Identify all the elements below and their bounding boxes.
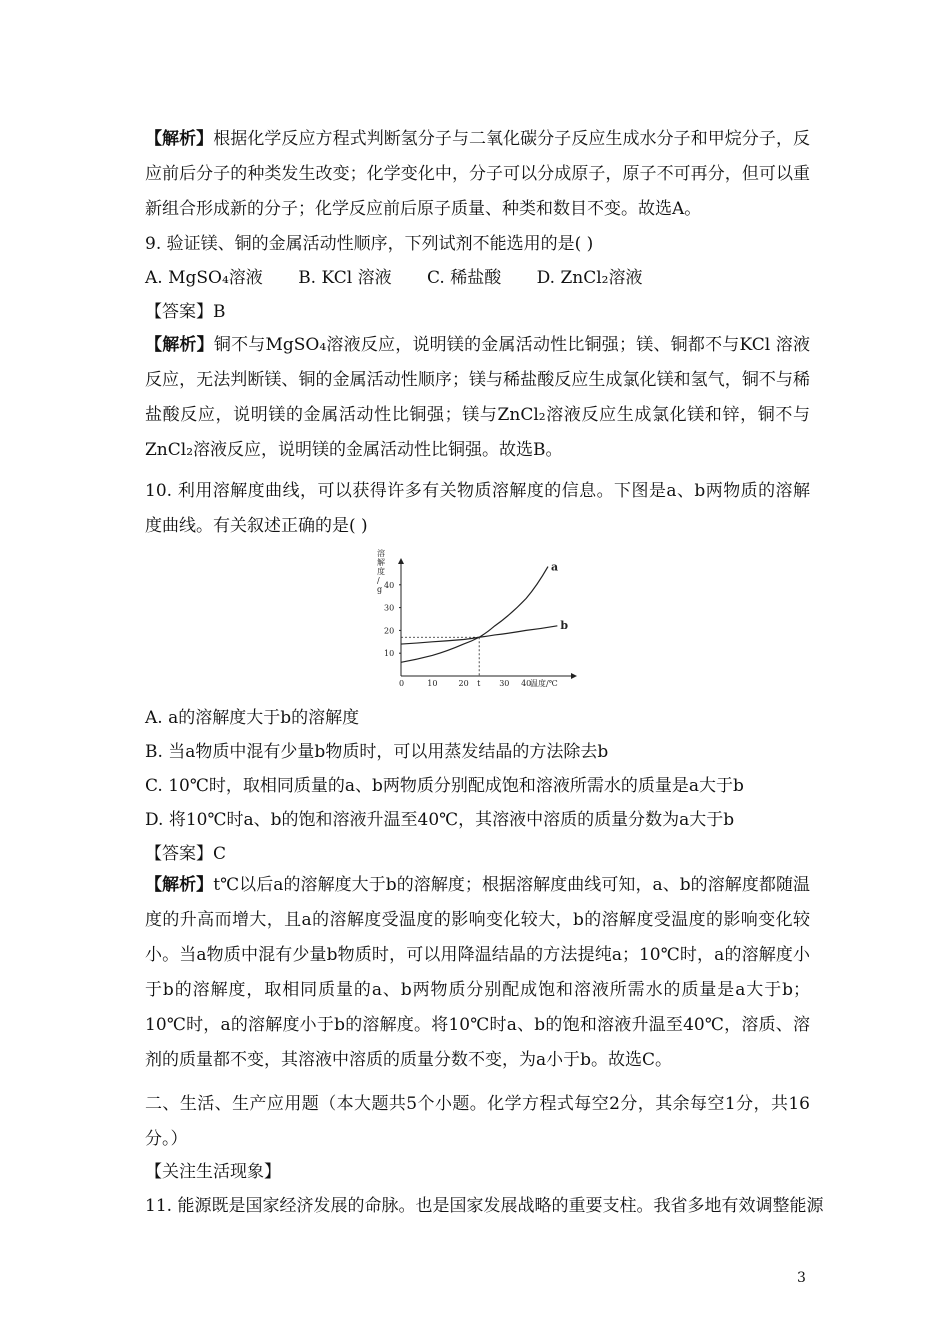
q9-option-c: C. 稀盐酸 xyxy=(427,268,502,288)
x-tick-label: 10 xyxy=(427,679,438,688)
q8-analysis xyxy=(145,122,810,227)
x-tick-label: 40 xyxy=(521,679,532,688)
q10-option-b: B. 当a物质中混有少量b物质时，可以用蒸发结晶的方法除去b xyxy=(145,742,609,762)
x-axis-label: 温度/℃ xyxy=(530,679,558,688)
q9-option-b: B. KCl 溶液 xyxy=(298,268,392,288)
q9-options xyxy=(145,266,672,290)
analysis-label: 【解析】 xyxy=(145,129,214,149)
analysis-label: 【解析】 xyxy=(145,875,214,895)
x-axis-arrow xyxy=(571,673,577,679)
analysis-text: t℃以后a的溶解度大于b的溶解度；根据溶解度曲线可知，a、b的溶解度都随温度的升高而增大，且a的溶解度受温度的影响变化较大，b的溶解度受温度的影响变化较小。当a物质中混有少量b物质时，可以用降温结晶的方法提纯a；10℃时，a的溶解度小于b的溶解度，取相同质量的a、b两物质分别配成饱和溶液所需水的质量是a大于b；10℃时，a的溶解度小于b的溶解度。将10℃时a、b的饱和溶液升温至40℃，溶质、溶剂的质量都不变，其溶液中溶质的质量分数不变，为a小于b。故选C。 xyxy=(145,875,810,1070)
solubility-chart xyxy=(370,548,580,693)
analysis-label: 【解析】 xyxy=(145,335,214,355)
q10-analysis xyxy=(145,868,810,1078)
curve-a xyxy=(401,567,548,663)
y-tick-label: 30 xyxy=(384,603,395,613)
x-tick-label: t xyxy=(477,679,481,688)
q9-option-d: D. ZnCl₂溶液 xyxy=(536,268,643,288)
series-label-b: b xyxy=(560,618,569,632)
y-tick-label: 10 xyxy=(384,649,395,659)
x-tick-label: 30 xyxy=(499,679,510,688)
q10-stem: 10. 利用溶解度曲线，可以获得许多有关物质溶解度的信息。下图是a、b两物质的溶解度曲线。有关叙述正确的是( ) xyxy=(145,481,810,536)
x-tick-label: 20 xyxy=(458,679,469,688)
y-axis-arrow xyxy=(398,558,404,564)
q10-option-d: D. 将10℃时a、b的饱和溶液升温至40℃，其溶液中溶质的质量分数为a大于b xyxy=(145,810,735,830)
y-axis-label: 溶解度/ g xyxy=(377,549,385,594)
series-label-a: a xyxy=(550,560,559,574)
page-number: 3 xyxy=(797,1270,806,1286)
q9-option-a: A. MgSO₄溶液 xyxy=(145,268,263,288)
q10-option-c: C. 10℃时，取相同质量的a、b两物质分别配成饱和溶液所需水的质量是a大于b xyxy=(145,776,744,796)
y-tick-label: 20 xyxy=(384,626,395,636)
section2-heading: 二、生活、生产应用题（本大题共5个小题。化学方程式每空2分，其余每空1分，共16分。） xyxy=(145,1094,810,1149)
q10-option-a: A. a的溶解度大于b的溶解度 xyxy=(145,708,360,728)
q10-answer: 【答案】C xyxy=(145,844,227,864)
y-tick-label: 40 xyxy=(384,580,395,590)
section2-subheading: 【关注生活现象】 xyxy=(145,1162,281,1182)
q9-answer: 【答案】B xyxy=(145,302,226,322)
x-tick-label: 0 xyxy=(399,679,405,688)
analysis-text: 铜不与MgSO₄溶液反应，说明镁的金属活动性比铜强；镁、铜都不与KCl 溶液反应，无法判断镁、铜的金属活动性顺序；镁与稀盐酸反应生成氯化镁和氢气，铜不与稀盐酸反应，说明镁的金属活动性比铜强；镁与ZnCl₂溶液反应生成氯化镁和锌，铜不与ZnCl₂溶液反应，说明镁的金属活动性比铜强。故选B。 xyxy=(145,335,811,460)
analysis-text: 根据化学反应方程式判断氢分子与二氧化碳分子反应生成水分子和甲烷分子，反应前后分子的种类发生改变；化学变化中，分子可以分成原子，原子不可再分，但可以重新组合形成新的分子；化学反应前后原子质量、种类和数目不变。故选A。 xyxy=(145,129,811,219)
q9-analysis xyxy=(145,328,810,468)
q9-stem: 9. 验证镁、铜的金属活动性顺序，下列试剂不能选用的是( ) xyxy=(145,234,594,254)
q11-stem: 11. 能源既是国家经济发展的命脉。也是国家发展战略的重要支柱。我省多地有效调整能源 xyxy=(145,1196,824,1216)
